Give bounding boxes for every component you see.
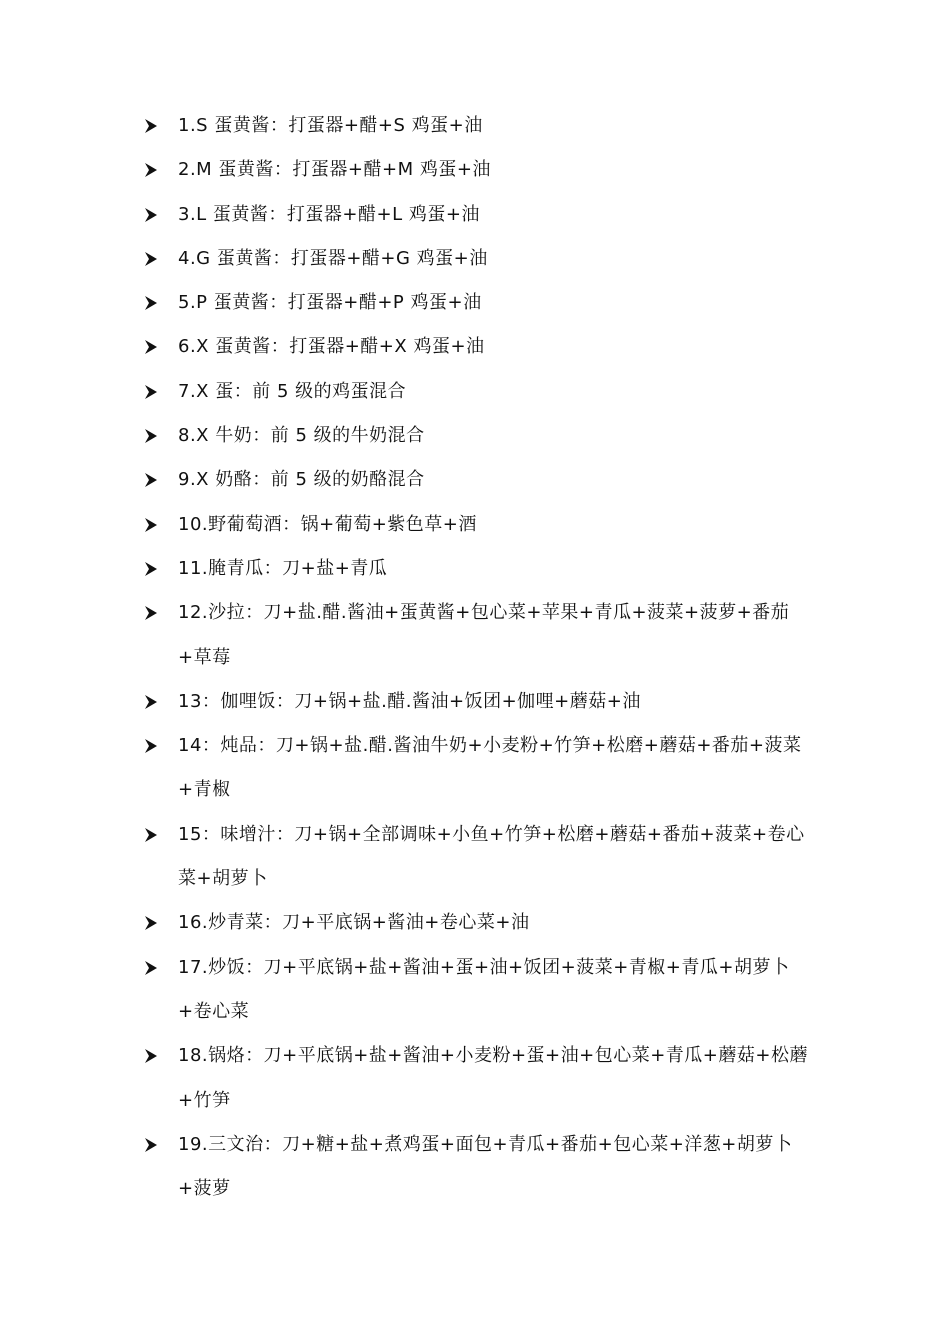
arrowhead-bullet-icon bbox=[144, 605, 158, 621]
list-item bbox=[140, 237, 820, 281]
recipe-text: 8.X 牛奶：前 5 级的牛奶混合 bbox=[178, 425, 425, 447]
arrowhead-bullet-icon bbox=[144, 827, 158, 843]
list-item bbox=[140, 193, 820, 237]
recipe-text: 14：炖品：刀+锅+盐.醋.酱油牛奶+小麦粉+竹笋+松磨+蘑菇+番茄+菠菜+青椒 bbox=[178, 735, 802, 801]
arrowhead-bullet-icon bbox=[144, 472, 158, 488]
list-item bbox=[140, 370, 820, 414]
arrowhead-bullet-icon bbox=[144, 915, 158, 931]
recipe-text: 18.锅烙：刀+平底锅+盐+酱油+小麦粉+蛋+油+包心菜+青瓜+蘑菇+松蘑+竹笋 bbox=[178, 1045, 808, 1111]
recipe-list bbox=[140, 104, 820, 1211]
recipe-text: 10.野葡萄酒：锅+葡萄+紫色草+酒 bbox=[178, 513, 477, 535]
recipe-text: 11.腌青瓜：刀+盐+青瓜 bbox=[178, 557, 388, 579]
arrowhead-bullet-icon bbox=[144, 517, 158, 533]
list-item bbox=[140, 724, 820, 813]
arrowhead-bullet-icon bbox=[144, 339, 158, 355]
list-item bbox=[140, 458, 820, 502]
list-item bbox=[140, 547, 820, 591]
arrowhead-bullet-icon bbox=[144, 561, 158, 577]
arrowhead-bullet-icon bbox=[144, 384, 158, 400]
arrowhead-bullet-icon bbox=[144, 694, 158, 710]
arrowhead-bullet-icon bbox=[144, 118, 158, 134]
list-item bbox=[140, 680, 820, 724]
arrowhead-bullet-icon bbox=[144, 960, 158, 976]
list-item bbox=[140, 414, 820, 458]
arrowhead-bullet-icon bbox=[144, 251, 158, 267]
recipe-text: 4.G 蛋黄酱：打蛋器+醋+G 鸡蛋+油 bbox=[178, 247, 488, 269]
arrowhead-bullet-icon bbox=[144, 738, 158, 754]
list-item bbox=[140, 813, 820, 902]
recipe-text: 2.M 蛋黄酱：打蛋器+醋+M 鸡蛋+油 bbox=[178, 159, 491, 181]
list-item bbox=[140, 325, 820, 369]
arrowhead-bullet-icon bbox=[144, 1137, 158, 1153]
list-item bbox=[140, 1123, 820, 1212]
arrowhead-bullet-icon bbox=[144, 162, 158, 178]
list-item bbox=[140, 591, 820, 680]
recipe-text: 9.X 奶酪：前 5 级的奶酪混合 bbox=[178, 469, 425, 491]
list-item bbox=[140, 946, 820, 1035]
recipe-text: 3.L 蛋黄酱：打蛋器+醋+L 鸡蛋+油 bbox=[178, 203, 480, 225]
recipe-text: 6.X 蛋黄酱：打蛋器+醋+X 鸡蛋+油 bbox=[178, 336, 485, 358]
recipe-text: 16.炒青菜：刀+平底锅+酱油+卷心菜+油 bbox=[178, 912, 530, 934]
arrowhead-bullet-icon bbox=[144, 295, 158, 311]
list-item bbox=[140, 1034, 820, 1123]
list-item bbox=[140, 148, 820, 192]
recipe-text: 15：味增汁：刀+锅+全部调味+小鱼+竹笋+松磨+蘑菇+番茄+菠菜+卷心菜+胡萝卜 bbox=[178, 823, 805, 890]
recipe-text: 1.S 蛋黄酱：打蛋器+醋+S 鸡蛋+油 bbox=[178, 115, 483, 136]
list-item bbox=[140, 901, 820, 945]
arrowhead-bullet-icon bbox=[144, 207, 158, 223]
recipe-text: 19.三文治：刀+糖+盐+煮鸡蛋+面包+青瓜+番茄+包心菜+洋葱+胡萝卜+菠萝 bbox=[178, 1133, 793, 1200]
recipe-text: 7.X 蛋：前 5 级的鸡蛋混合 bbox=[178, 380, 407, 402]
list-item bbox=[140, 104, 820, 148]
list-item bbox=[140, 503, 820, 547]
list-item bbox=[140, 281, 820, 325]
recipe-text: 12.沙拉：刀+盐.醋.酱油+蛋黄酱+包心菜+苹果+青瓜+菠菜+菠萝+番茄+草莓 bbox=[178, 602, 790, 668]
recipe-text: 5.P 蛋黄酱：打蛋器+醋+P 鸡蛋+油 bbox=[178, 292, 482, 314]
arrowhead-bullet-icon bbox=[144, 1048, 158, 1064]
recipe-text: 17.炒饭：刀+平底锅+盐+酱油+蛋+油+饭团+菠菜+青椒+青瓜+胡萝卜+卷心菜 bbox=[178, 956, 790, 1022]
recipe-text: 13：伽哩饭：刀+锅+盐.醋.酱油+饭团+伽哩+蘑菇+油 bbox=[178, 690, 641, 712]
arrowhead-bullet-icon bbox=[144, 428, 158, 444]
